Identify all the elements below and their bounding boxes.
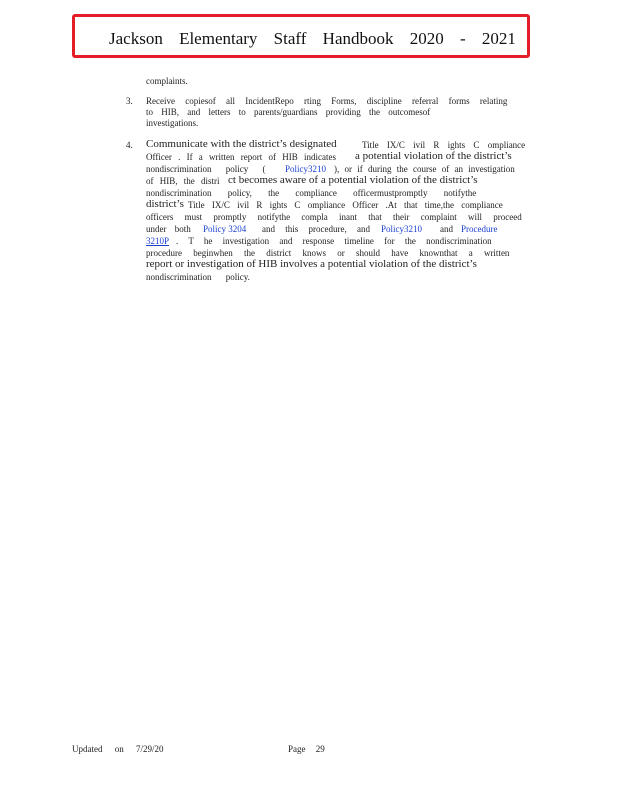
item-4-line-1b: Title IX/C ivil R ights C ompliance	[362, 140, 526, 150]
item-4-line-6b: Title IX/C ivil R ights C ompliance Officer .At that time,the compliance	[188, 200, 503, 210]
item-4-line-3b: ), or if during the course of an investigation	[334, 164, 515, 174]
item-4-line-6a: district’s	[146, 198, 184, 210]
item-4-line-5: nondiscrimination policy, the compliance officermustpromptly notifythe	[146, 188, 477, 198]
item-4-line-4b: ct becomes aware of a potential violation of the district’s	[228, 174, 478, 186]
item-4-line-7: officers must promptly notifythe compla inant that their complaint will proceed	[146, 212, 522, 222]
footer-page-number: Page 29	[288, 744, 325, 754]
item-3-line-1: Receive copiesof all IncidentRepo rting Forms, discipline referral forms relating	[146, 96, 508, 106]
procedure-3210p-link[interactable]: 3210P	[146, 236, 170, 246]
procedure-link[interactable]: Procedure	[461, 224, 498, 234]
item-4-line-2b: a potential violation of the district’s	[355, 150, 512, 162]
item-4-line-10: procedure beginwhen the district knows or should have knownthat a written	[146, 248, 510, 258]
policy-3210-link[interactable]: Policy3210	[285, 164, 327, 174]
page-title: Jackson Elementary Staff Handbook 2020 - 2021	[109, 29, 516, 48]
header-box	[72, 14, 530, 58]
item-4-line-3a: nondiscrimination policy (	[146, 164, 266, 174]
item-4-line-12: nondiscrimination policy.	[146, 272, 250, 282]
item-4-line-8b: and this procedure, and	[262, 224, 370, 234]
item-3-number: 3.	[126, 96, 133, 106]
lead-fragment: complaints.	[146, 76, 188, 86]
policy-3210-link-2[interactable]: Policy3210	[381, 224, 423, 234]
item-4-number: 4.	[126, 140, 133, 150]
item-4-line-2a: Officer . If a written report of HIB indicates	[146, 152, 337, 162]
item-3-line-3: investigations.	[146, 118, 199, 128]
item-4-line-9b: . T he investigation and response timeline for the nondiscrimination	[176, 236, 492, 246]
policy-3204-link[interactable]: Policy 3204	[203, 224, 247, 234]
item-4-line-8a: under both	[146, 224, 191, 234]
item-4-line-1a: Communicate with the district’s designated	[146, 138, 337, 150]
item-4-line-8c: and	[440, 224, 453, 234]
item-4-line-11: report or investigation of HIB involves a potential violation of the district’s	[146, 258, 477, 270]
item-4-line-4a: of HIB, the distri	[146, 176, 220, 186]
item-3-line-2: to HIB, and letters to parents/guardians providing the outcomesof	[146, 107, 431, 117]
footer-updated: Updated on 7/29/20	[72, 744, 164, 754]
